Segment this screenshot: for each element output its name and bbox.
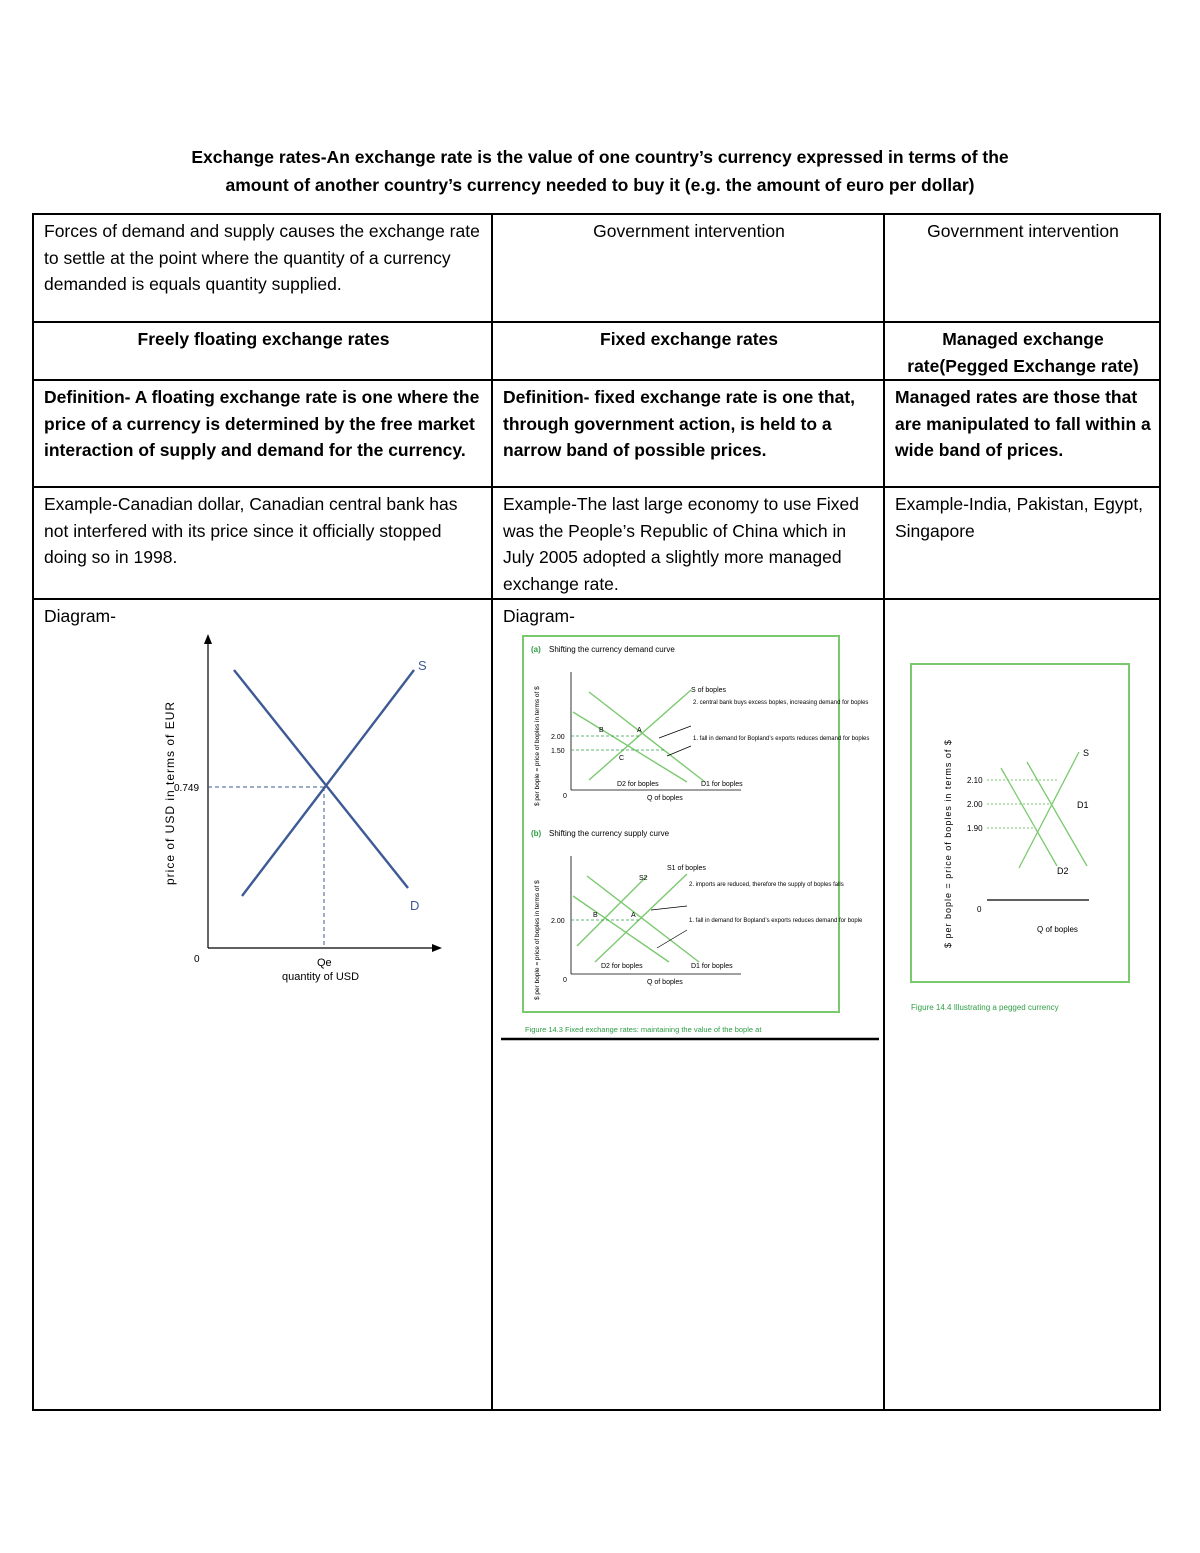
origin-label-pegged: 0 xyxy=(977,904,982,914)
d1-label-pegged: D1 xyxy=(1077,799,1089,810)
point-a-a: A xyxy=(637,726,642,734)
y-axis-label: price of USD in terms of EUR xyxy=(163,700,177,885)
header-floating: Freely floating exchange rates xyxy=(33,322,492,380)
demand-line-d2-pegged xyxy=(1001,768,1057,866)
example-managed: Example-India, Pakistan, Egypt, Singapore xyxy=(884,487,1160,598)
demand-line-d1-pegged xyxy=(1027,762,1087,866)
s1-label-b: S1 of boples xyxy=(667,864,706,872)
d2-label-b: D2 for boples xyxy=(601,962,643,970)
y-label-b: $ per bople = price of boples in terms of $ xyxy=(534,879,541,1000)
cell-gov-intervention-1: Government intervention xyxy=(492,214,884,322)
tick-2-00: 2.00 xyxy=(967,799,983,809)
origin-label-a: 0 xyxy=(563,792,567,800)
table-row xyxy=(33,599,1160,1410)
supply-line-pegged xyxy=(1019,752,1079,868)
d1-label-b: D1 for boples xyxy=(691,962,733,970)
x-axis-label: quantity of USD xyxy=(282,970,360,983)
example-floating: Example-Canadian dollar, Canadian central bank has not interfered with its price since it officially stopped doing so in 1998. xyxy=(33,487,492,598)
example-fixed: Example-The last large economy to use Fixed was the People’s Republic of China which in July 2005 adopted a slightly more managed exchange rate. xyxy=(492,487,884,598)
panel-a-tag: (a) xyxy=(531,644,541,654)
demand-label: D xyxy=(410,897,420,913)
tick-2-00-b: 2.00 xyxy=(551,917,565,925)
annotation-a-2: 2. central bank buys excess boples, increasing demand for boples xyxy=(693,699,869,706)
s-label-pegged: S xyxy=(1083,747,1090,758)
equilibrium-quantity-label: Qe xyxy=(317,956,332,969)
cell-gov-intervention-2: Government intervention xyxy=(884,214,1160,322)
origin-label-b: 0 xyxy=(563,976,567,984)
point-c-a: C xyxy=(619,754,625,762)
definition-floating: Definition- A floating exchange rate is one where the price of a currency is determined by the free market interaction of supply and demand for the currency. xyxy=(33,380,492,487)
x-label-pegged: Q of boples xyxy=(1037,924,1078,934)
diagram-cell-fixed xyxy=(492,599,884,1410)
panel-b-tag: (b) xyxy=(531,828,542,838)
point-b-b: B xyxy=(593,911,598,919)
definition-managed: Managed rates are those that are manipulated to fall within a wide band of prices. xyxy=(884,380,1160,487)
demand-line-d1-a xyxy=(589,692,705,782)
header-fixed: Fixed exchange rates xyxy=(492,322,884,380)
title-line-2: amount of another country’s currency needed to buy it (e.g. the amount of euro per dollar) xyxy=(225,175,975,195)
d2-label-pegged: D2 xyxy=(1057,865,1069,876)
d1-label-a: D1 for boples xyxy=(701,780,743,788)
figure-caption-pegged: Figure 14.4 Illustrating a pegged currency xyxy=(911,1002,1059,1012)
table-row xyxy=(33,322,1160,380)
tick-2-10: 2.10 xyxy=(967,775,983,785)
tick-1-90: 1.90 xyxy=(967,823,983,833)
demand-line-d2-a xyxy=(573,712,687,782)
supply-label: S xyxy=(418,657,427,673)
exchange-rate-table xyxy=(32,213,1161,1411)
x-label-b: Q of boples xyxy=(647,978,683,986)
page-title xyxy=(60,143,1140,199)
cell-forces: Forces of demand and supply causes the exchange rate to settle at the point where the quantity of a currency demanded is equals quantity supplied. xyxy=(33,214,492,322)
table-row xyxy=(33,214,1160,322)
diagram-label: Diagram- xyxy=(44,605,116,626)
table-row xyxy=(33,487,1160,598)
equilibrium-price-label: 0.749 xyxy=(174,782,200,794)
d2-label-a: D2 for boples xyxy=(617,780,659,788)
panel-a-title: Shifting the currency demand curve xyxy=(549,644,675,654)
point-b-a: B xyxy=(599,726,604,734)
demand-curve-d xyxy=(234,670,408,888)
annotation-a-1: 1. fall in demand for Bopland’s exports reduces demand for boples xyxy=(693,735,870,742)
title-line-1: Exchange rates-An exchange rate is the value of one country’s currency expressed in terms of the xyxy=(191,147,1009,167)
floating-rate-chart xyxy=(152,630,452,1000)
tick-2-00-a: 2.00 xyxy=(551,733,565,741)
diagram-cell-floating xyxy=(33,599,492,1410)
definition-fixed: Definition- fixed exchange rate is one that, through government action, is held to a narrow band of possible prices. xyxy=(492,380,884,487)
supply-line-s2-b xyxy=(577,876,647,946)
fixed-rate-figure xyxy=(491,630,885,1050)
diagram-cell-managed xyxy=(884,599,1160,1410)
point-a-b: A xyxy=(631,911,636,919)
x-label-a: Q of boples xyxy=(647,794,683,802)
s-label-a: S of boples xyxy=(691,686,727,694)
y-label-pegged: $ per bople = price of boples in terms of $ xyxy=(943,738,953,948)
header-managed: Managed exchange rate(Pegged Exchange rate) xyxy=(884,322,1160,380)
annotation-b-2: 2. imports are reduced, therefore the supply of boples falls xyxy=(689,881,844,888)
diagram-label: Diagram- xyxy=(503,605,575,626)
tick-1-50-a: 1.50 xyxy=(551,747,565,755)
panel-b-title: Shifting the currency supply curve xyxy=(549,828,670,838)
figure-caption: Figure 14.3 Fixed exchange rates: maintaining the value of the bople at xyxy=(525,1024,762,1034)
y-label-a: $ per bople = price of boples in terms of $ xyxy=(534,685,541,806)
s2-label-b: S2 xyxy=(639,874,648,882)
table-row xyxy=(33,380,1160,487)
origin-label: 0 xyxy=(194,953,200,965)
annotation-b-1: 1. fall in demand for Bopland’s exports reduces demand for bople xyxy=(689,917,863,924)
pegged-currency-figure xyxy=(901,658,1161,1038)
